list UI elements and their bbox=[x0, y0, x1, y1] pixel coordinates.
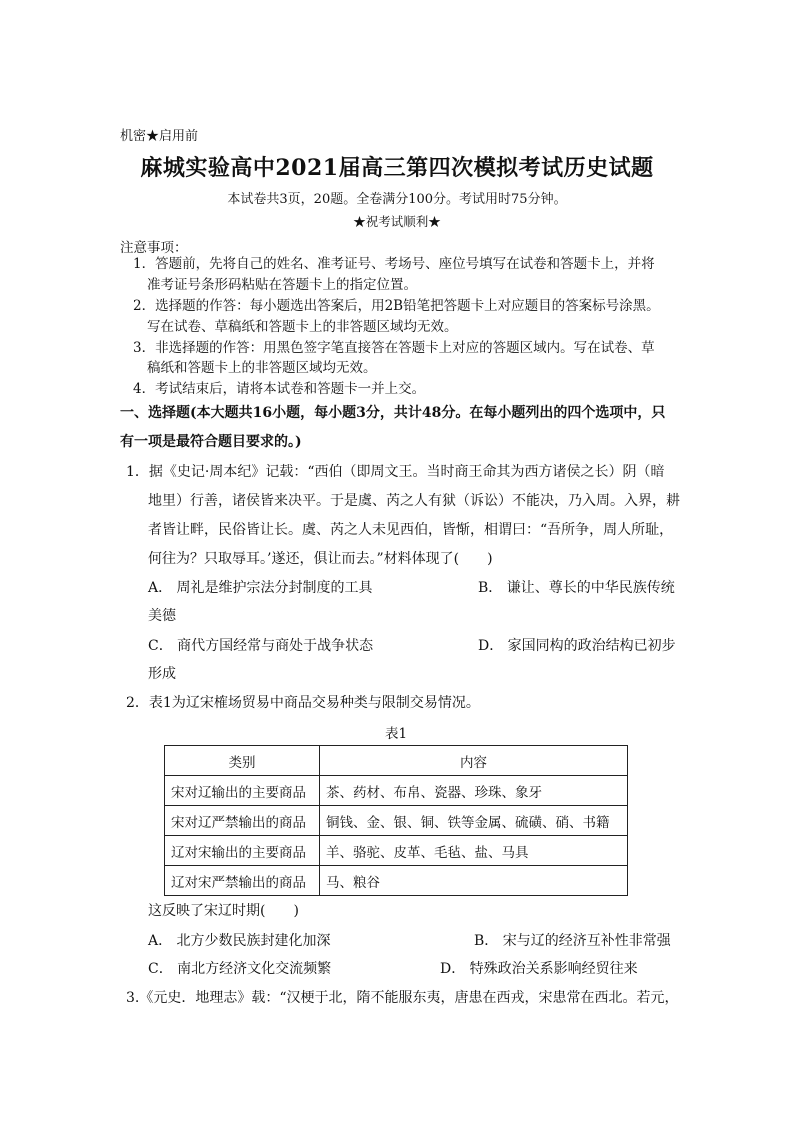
table-cell: 羊、骆驼、皮革、毛毡、盐、马具 bbox=[320, 836, 628, 866]
table-header-cell: 内容 bbox=[320, 746, 628, 776]
q2-stem: 2．表1为辽宋榷场贸易中商品交易种类与限制交易情况。 bbox=[126, 695, 480, 711]
exam-info: 本试卷共3页，20题。全卷满分100分。考试用时75分钟。 bbox=[227, 192, 567, 207]
note-line: 稿纸和答题卡上的非答题区域均无效。 bbox=[147, 360, 377, 376]
q1-stem-line: 何往为？只取辱耳。’遂还，俱让而去。”材料体现了( ) bbox=[148, 551, 493, 567]
section-heading: 一、选择题(本大题共16小题，每小题3分，共计48分。在每小题列出的四个选项中，只 bbox=[120, 405, 666, 421]
q2-question: 这反映了宋辽时期( ) bbox=[148, 903, 299, 919]
q3-stem: 3.《元史．地理志》载：“汉梗于北，隋不能服东夷，唐患在西戎，宋患常在西北。若元， bbox=[126, 990, 679, 1006]
note-line: 4．考试结束后，请将本试卷和答题卡一并上交。 bbox=[133, 381, 426, 397]
q2-option-c: C． 南北方经济文化交流频繁 bbox=[148, 961, 332, 977]
note-line: 2．选择题的作答：每小题选出答案后，用2B铅笔把答题卡上对应题目的答案标号涂黑。 bbox=[133, 298, 660, 314]
exam-title: 麻城实验高中2021届高三第四次模拟考试历史试题 bbox=[140, 155, 654, 181]
note-line: 3．非选择题的作答：用黑色签字笔直接答在答题卡上对应的答题区域内。写在试卷、草 bbox=[133, 340, 655, 356]
q1-option-a: A． 周礼是维护宗法分封制度的工具 bbox=[148, 580, 373, 596]
table-header-row bbox=[165, 746, 628, 776]
section-heading-cont: 有一项是最符合题目要求的。) bbox=[120, 434, 302, 450]
q1-option-d: D． 家国同构的政治结构已初步 bbox=[478, 638, 676, 654]
q2-option-b: B． 宋与辽的经济互补性非常强 bbox=[474, 933, 671, 949]
q2-option-a: A． 北方少数民族封建化加深 bbox=[148, 933, 331, 949]
q1-option-b-cont: 美德 bbox=[148, 608, 176, 624]
q1-stem-line: 地里）行善，诸侯皆来决平。于是虞、芮之人有狱（诉讼）不能决，乃入周。入界，耕 bbox=[148, 493, 680, 509]
note-line: 写在试卷、草稿纸和答题卡上的非答题区域均无效。 bbox=[147, 319, 458, 335]
table-cell: 宋对辽输出的主要商品 bbox=[165, 776, 320, 806]
table-row bbox=[165, 776, 628, 806]
table-cell: 辽对宋输出的主要商品 bbox=[165, 836, 320, 866]
trade-table bbox=[164, 745, 628, 896]
table-cell: 辽对宋严禁输出的商品 bbox=[165, 866, 320, 896]
confidential-label: 机密★启用前 bbox=[120, 129, 199, 144]
table-cell: 宋对辽严禁输出的商品 bbox=[165, 806, 320, 836]
q2-option-d: D． 特殊政治关系影响经贸往来 bbox=[440, 961, 638, 977]
good-luck-wish: ★祝考试顺利★ bbox=[353, 214, 441, 229]
q1-stem-line: 者皆让畔，民俗皆让长。虞、芮之人未见西伯，皆惭，相谓曰：“吾所争，周人所耻， bbox=[148, 522, 674, 538]
table-cell: 铜钱、金、银、铜、铁等金属、硫磺、硝、书籍 bbox=[320, 806, 628, 836]
table-cell: 马、粮谷 bbox=[320, 866, 628, 896]
table-header-cell: 类别 bbox=[165, 746, 320, 776]
q1-option-c: C． 商代方国经常与商处于战争状态 bbox=[148, 638, 374, 654]
q1-stem-line: 1．据《史记·周本纪》记载：“西伯（即周文王。当时商王命其为西方诸侯之长）阴（暗 bbox=[126, 464, 665, 480]
table-row bbox=[165, 866, 628, 896]
note-line: 准考证号条形码粘贴在答题卡上的指定位置。 bbox=[147, 277, 417, 293]
table-cell: 茶、药材、布帛、瓷器、珍珠、象牙 bbox=[320, 776, 628, 806]
table-row bbox=[165, 836, 628, 866]
table-row bbox=[165, 806, 628, 836]
q1-option-d-cont: 形成 bbox=[148, 666, 176, 682]
q1-option-b: B． 谦让、尊长的中华民族传统 bbox=[478, 580, 675, 596]
note-line: 1．答题前，先将自己的姓名、准考证号、考场号、座位号填写在试卷和答题卡上，并将 bbox=[133, 256, 655, 272]
notes-heading: 注意事项： bbox=[120, 240, 188, 256]
table-caption: 表1 bbox=[385, 726, 408, 742]
